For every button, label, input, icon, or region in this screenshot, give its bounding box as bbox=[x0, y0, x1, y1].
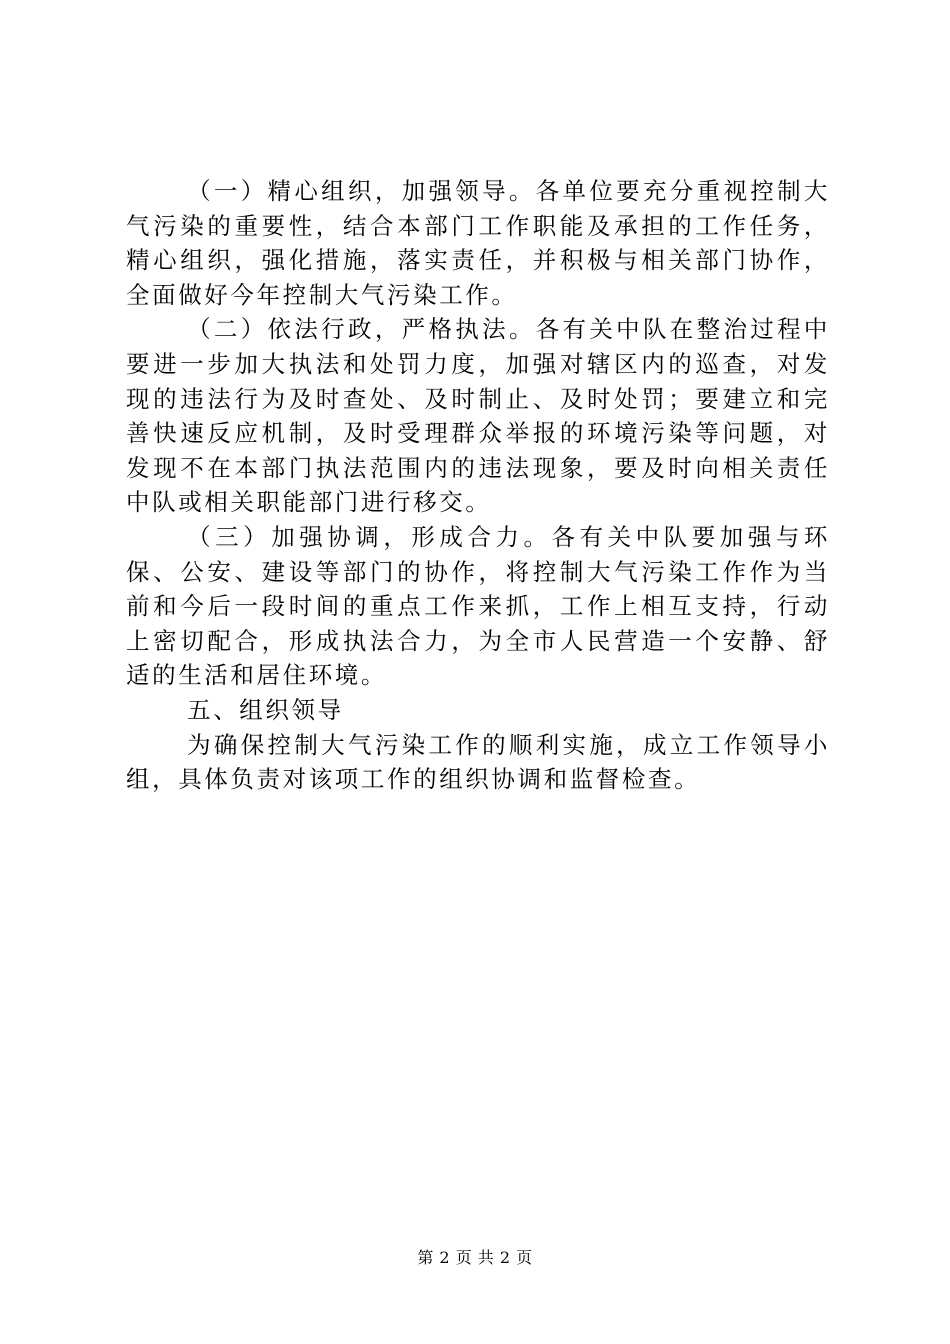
section-heading-zuzhi-lingdao: 五、组织领导 bbox=[187, 695, 344, 724]
paragraph-jingxin-zuzhi: （一）精心组织，加强领导。各单位要充分重视控制大气污染的重要性，结合本部门工作职能及承担的工作任务，精心组织，强化措施，落实责任，并积极与相关部门协作，全面做好今年控制大气污染工作。 bbox=[126, 177, 830, 309]
paragraph-jiaqiang-xietiao: （三）加强协调，形成合力。各有关中队要加强与环保、公安、建设等部门的协作，将控制大气污染工作作为当前和今后一段时间的重点工作来抓，工作上相互支持，行动上密切配合，形成执法合力，为全市人民营造一个安静、舒适的生活和居住环境。 bbox=[126, 522, 830, 690]
paragraph-yifa-xingzheng: （二）依法行政，严格执法。各有关中队在整治过程中要进一步加大执法和处罚力度，加强对辖区内的巡查，对发现的违法行为及时查处、及时制止、及时处罚；要建立和完善快速反应机制，及时受理群众举报的环境污染等问题，对发现不在本部门执法范围内的违法现象，要及时向相关责任中队或相关职能部门进行移交。 bbox=[126, 315, 830, 517]
paragraph-lingdao-xiaozu: 为确保控制大气污染工作的顺利实施，成立工作领导小组，具体负责对该项工作的组织协调和监督检查。 bbox=[126, 730, 830, 794]
document-body bbox=[126, 174, 830, 797]
page-number-footer: 第 2 页 共 2 页 bbox=[417, 1248, 533, 1267]
